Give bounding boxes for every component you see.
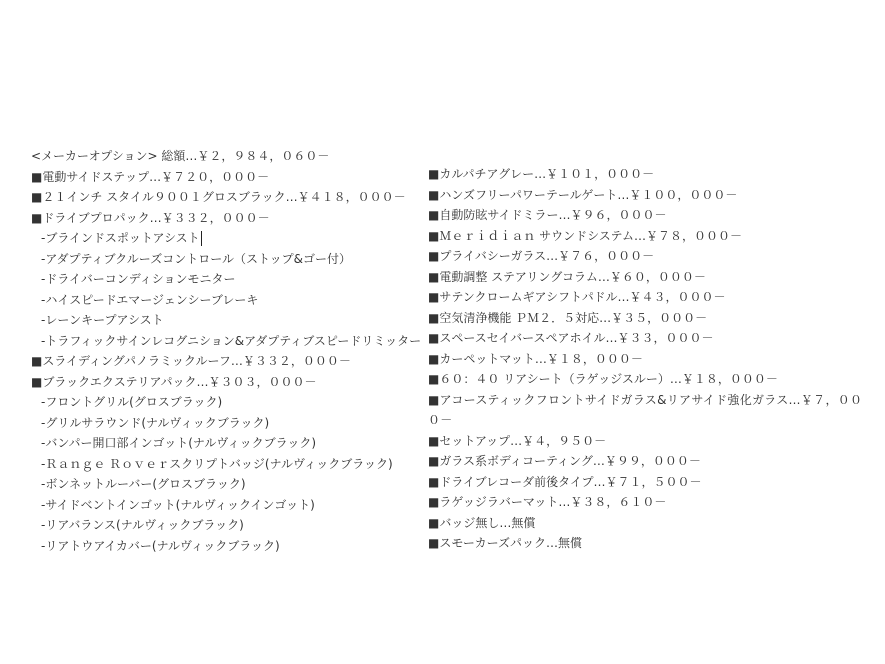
list-item: ■プライバシーガラス…￥７６，０００－ [428,249,655,263]
list-item: ■スモーカーズパック…無償 [428,536,583,550]
list-item: ■電動調整 ステアリングコラム…￥６０，０００－ [428,269,706,284]
list-subitem: -バンパー開口部インゴット(ナルヴィックブラック) [41,436,317,450]
list-item: ■セットアップ…￥４，９５０－ [428,433,607,448]
list-subitem: -フロントグリル(グロスブラック) [41,395,223,409]
list-item: ■ガラス系ボディコーティング…￥９９，０００－ [428,454,701,468]
list-subitem: -グリルサラウンド(ナルヴィックブラック) [41,415,270,430]
left-column [31,146,421,556]
list-item: ■サテンクロームギアシフトパドル…￥４３，０００－ [428,290,726,304]
list-subitem: -リアバランス(ナルヴィックブラック) [41,518,244,532]
list-subitem: -トラフィックサインレコグニション&アダプティブスピードリミッター [41,333,422,348]
list-item: ■ラゲッジラバーマット…￥３８，６１０－ [428,495,667,509]
list-item: ■空気清浄機能 ＰＭ２．５対応…￥３５，０００－ [428,310,708,325]
right-column [428,164,873,554]
list-subitem [31,228,421,249]
list-subitem: -ボンネットルーバー(グロスブラック) [41,477,246,491]
list-subitem: -アダプティブクルーズコントロール（ストップ&ゴー付） [41,251,351,266]
list-subitem: -ドライバーコンディションモニター [41,272,236,286]
list-item: ■ドライブプロパック…￥３３２，０００－ [31,210,270,225]
list-subitem: -サイドベントインゴット(ナルヴィックインゴット) [41,497,315,512]
list-item: ■スライディングパノラミックルーフ…￥３３２，０００－ [31,354,351,368]
list-item: ■Ｍｅｒｉｄｉａｎ サウンドシステム…￥７８，０００－ [428,228,742,243]
list-item: ■スペースセイバースペアホイル…￥３３，０００－ [428,331,714,345]
list-item: ■６０：４０ リアシート（ラゲッジスルー）…￥１８，０００－ [428,372,778,386]
list-subitem: -レーンキープアシスト [41,313,164,327]
list-item: ■ブラックエクステリアパック…￥３０３，０００－ [31,374,317,389]
list-subitem: -リアトウアイカバー(ナルヴィックブラック) [41,538,280,553]
list-item: ■バッジ無し…無償 [428,515,536,530]
list-item: ■カルパチアグレー…￥１０１，０００－ [428,167,655,181]
list-subitem: -Ｒａｎｇｅ Ｒｏｖｅｒスクリプトバッジ(ナルヴィックブラック) [41,456,393,471]
list-item: ■２１インチ スタイル９００１グロスブラック…￥４１８，０００－ [31,190,406,204]
options-total-header: <メーカーオプション> 総額…￥２，９８４，０６０－ [31,149,330,163]
list-item: ■カーペットマット…￥１８，０００－ [428,351,643,366]
list-subitem: -ハイスピードエマージェンシーブレーキ [41,292,259,307]
list-item: ■自動防眩サイドミラー…￥９６，０００－ [428,208,667,222]
list-item: ■電動サイドステップ…￥７２０，０００－ [31,169,270,184]
list-item: ■ハンズフリーパワーテールゲート…￥１００，０００－ [428,187,738,202]
list-item: ■アコースティックフロントサイドガラス&リアサイド強化ガラス…￥７，０００－ [428,392,863,427]
list-item: ■ドライブレコーダ前後タイプ…￥７１，５００－ [428,474,702,489]
list-subitem-text: -ブラインドスポットアシスト [41,231,200,245]
text-cursor [201,231,202,246]
